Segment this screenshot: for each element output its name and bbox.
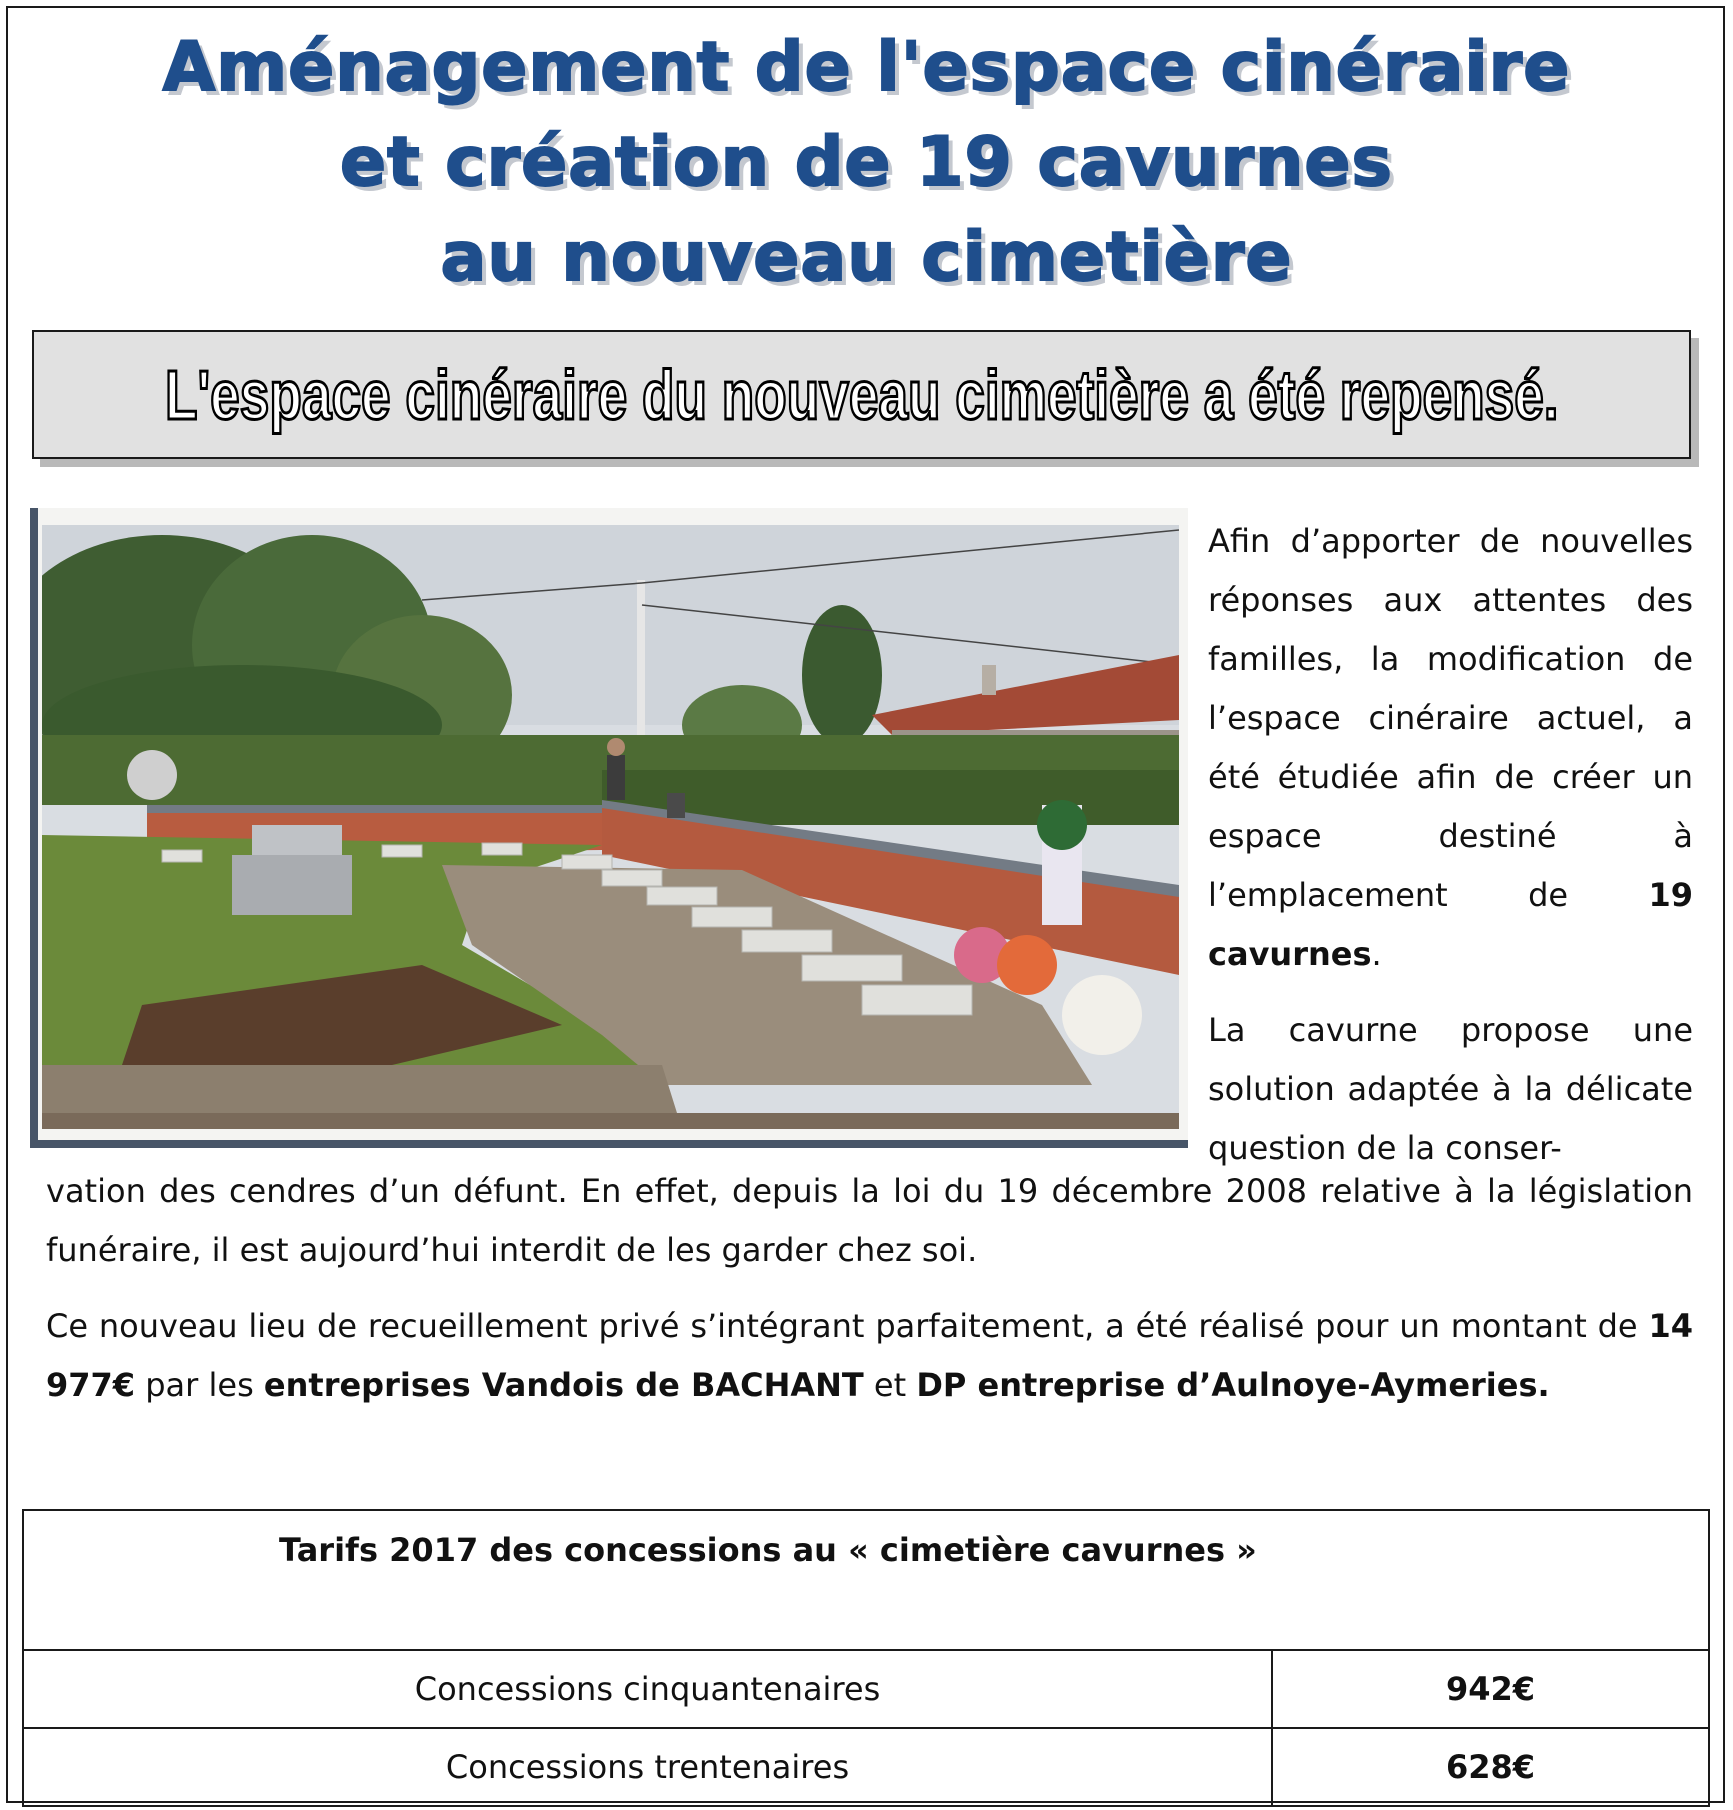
company-1: entreprises Vandois de BACHANT <box>263 1366 864 1404</box>
paragraph-1-text: Afin d’apporter de nouvelles réponses aux attentes des familles, la modification de l’espace cinéraire actuel, a été étudiée afin de créer un espace destiné à l’emplacement de <box>1208 522 1693 914</box>
paragraph-1 <box>1208 512 1693 984</box>
table-row <box>23 1728 1709 1806</box>
photo-frame <box>30 508 1188 1148</box>
article-column <box>1208 512 1693 1195</box>
paragraph-1-end: . <box>1371 935 1382 973</box>
paragraph-3 <box>46 1297 1693 1415</box>
cemetery-construction-illustration <box>42 525 1179 1129</box>
title-line-2: et création de 19 cavurnes <box>339 123 1393 202</box>
subtitle-text: L'espace cinéraire du nouveau cimetière a été repensé. <box>164 355 1559 434</box>
subtitle-banner <box>32 330 1691 459</box>
tarif-label: Concessions cinquantenaires <box>23 1650 1272 1728</box>
page-title <box>20 20 1713 305</box>
tarifs-title: Tarifs 2017 des concessions au « cimetière cavurnes » <box>23 1510 1709 1650</box>
paragraph-3-start: Ce nouveau lieu de recueillement privé s’intégrant parfaitement, a été réalisé pour un montant de <box>46 1307 1649 1345</box>
table-row <box>23 1650 1709 1728</box>
company-2: DP entreprise d’Aulnoye-Aymeries. <box>916 1366 1550 1404</box>
tarifs-table <box>22 1509 1710 1807</box>
paragraph-1-bold: 19 cavurnes <box>1208 876 1693 973</box>
tarif-price: 628€ <box>1272 1728 1709 1806</box>
title-line-1: Aménagement de l'espace cinéraire <box>162 28 1571 107</box>
paragraph-2-start: La cavurne propose une solution adaptée à la délicate question de la conser- <box>1208 1011 1693 1167</box>
tarif-price: 942€ <box>1272 1650 1709 1728</box>
tarif-label: Concessions trentenaires <box>23 1728 1272 1806</box>
paragraph-2-rest: vation des cendres d’un défunt. En effet, depuis la loi du 19 décembre 2008 relative à la législation funéraire, il est aujourd’hui interdit de les garder chez soi. <box>46 1172 1693 1269</box>
paragraph-3-and: et <box>863 1366 917 1404</box>
title-line-3: au nouveau cimetière <box>440 218 1293 297</box>
cemetery-photo <box>42 525 1179 1129</box>
amount: 14 977€ <box>46 1307 1693 1404</box>
article-body <box>46 1162 1693 1432</box>
paragraph-3-mid: par les <box>135 1366 264 1404</box>
